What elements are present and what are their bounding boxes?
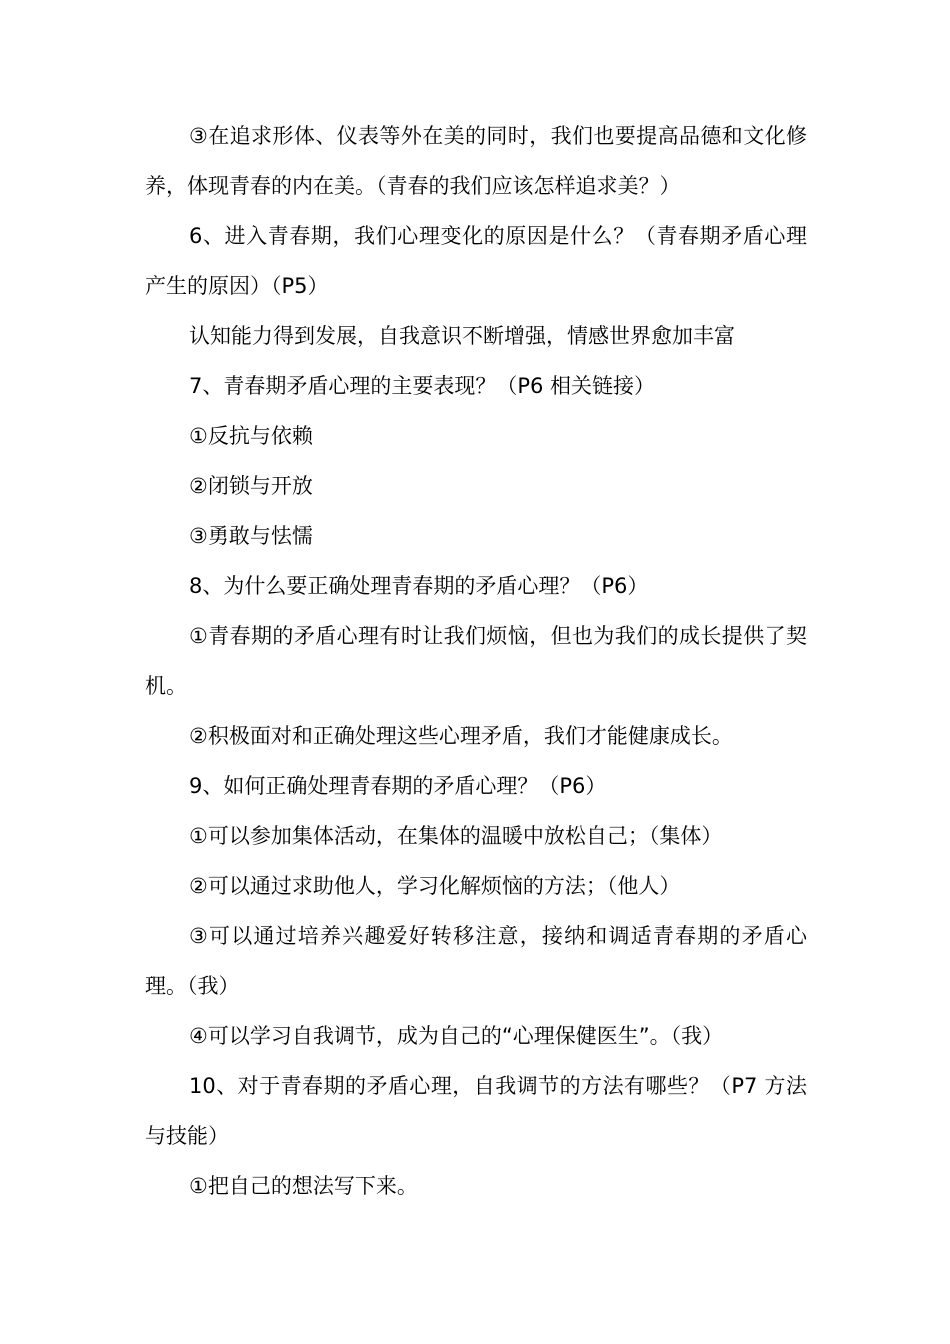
question-10-heading: 10、对于青春期的矛盾心理，自我调节的方法有哪些？（P7 方法与技能） bbox=[145, 1074, 807, 1148]
answer-7-item-3: ③勇敢与怯懦 bbox=[189, 524, 313, 548]
answer-7-item-2: ②闭锁与开放 bbox=[189, 474, 313, 498]
answer-7-item-1: ①反抗与依赖 bbox=[189, 424, 313, 448]
question-6-heading: 6、进入青春期，我们心理变化的原因是什么？（青春期矛盾心理产生的原因）（P5） bbox=[145, 224, 807, 298]
question-9-heading: 9、如何正确处理青春期的矛盾心理？（P6） bbox=[189, 774, 607, 798]
answer-10-item-1: ①把自己的想法写下来。 bbox=[189, 1174, 418, 1198]
answer-9-item-2: ②可以通过求助他人，学习化解烦恼的方法；（他人） bbox=[189, 874, 681, 898]
answer-8-item-2: ②积极面对和正确处理这些心理矛盾，我们才能健康成长。 bbox=[189, 724, 733, 748]
document-body bbox=[145, 111, 807, 1211]
answer-9-item-1: ①可以参加集体活动，在集体的温暖中放松自己；（集体） bbox=[189, 824, 723, 848]
answer-9-item-4: ④可以学习自我调节，成为自己的“心理保健医生”。（我） bbox=[189, 1024, 724, 1048]
answer-8-item-1: ①青春期的矛盾心理有时让我们烦恼，但也为我们的成长提供了契机。 bbox=[145, 624, 807, 698]
question-8-heading: 8、为什么要正确处理青春期的矛盾心理？（P6） bbox=[189, 574, 649, 598]
paragraph-pursue-beauty: ③在追求形体、仪表等外在美的同时，我们也要提高品德和文化修养，体现青春的内在美。（青春的我们应该怎样追求美？） bbox=[145, 124, 807, 198]
question-7-heading: 7、青春期矛盾心理的主要表现？（P6 相关链接） bbox=[189, 374, 656, 398]
answer-9-item-3: ③可以通过培养兴趣爱好转移注意，接纳和调适青春期的矛盾心理。（我） bbox=[145, 924, 807, 998]
answer-6: 认知能力得到发展，自我意识不断增强，情感世界愈加丰富 bbox=[189, 324, 735, 348]
